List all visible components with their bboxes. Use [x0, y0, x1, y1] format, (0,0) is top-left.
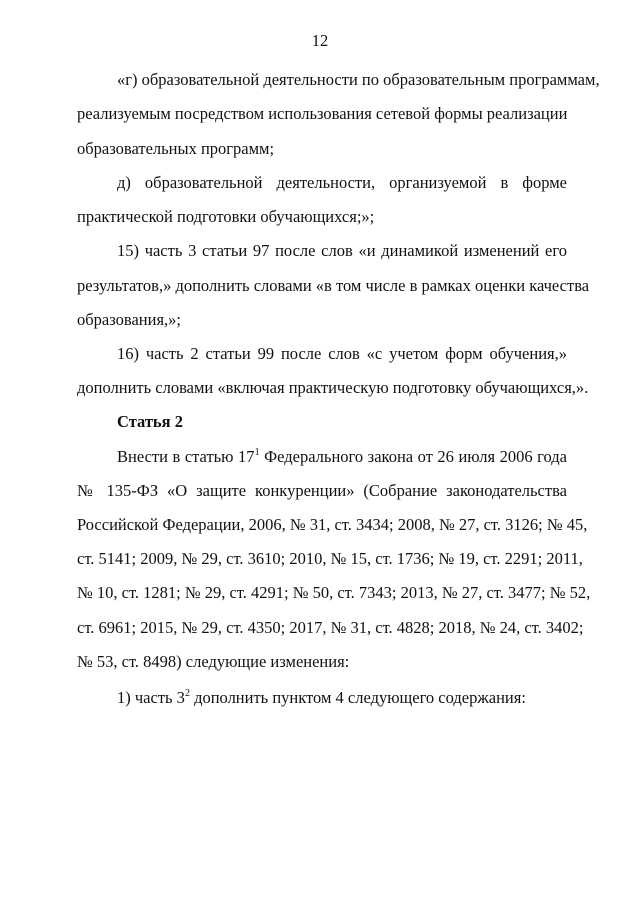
article-2-line-2: № 135-ФЗ «О защите конкуренции» (Собрание законодательства — [77, 481, 567, 500]
change-1-line — [117, 688, 567, 708]
article-2-line-3: Российской Федерации, 2006, № 31, ст. 3434; 2008, № 27, ст. 3126; № 45, — [77, 515, 588, 534]
article-number-superscript: 1 — [254, 447, 260, 458]
article-2-line-4: ст. 5141; 2009, № 29, ст. 3610; 2010, № 15, ст. 1736; № 19, ст. 2291; 2011, — [77, 549, 583, 568]
page-number: 12 — [311, 31, 329, 50]
part-number-superscript: 2 — [184, 688, 190, 699]
article-2-line-1-text: Внести в статью 17 — [117, 447, 255, 466]
article-2-heading: Статья 2 — [117, 412, 183, 431]
item-15-line-1: 15) часть 3 статьи 97 после слов «и динамикой изменений его — [117, 241, 567, 260]
change-1-rest: дополнить пунктом 4 следующего содержания: — [189, 688, 526, 707]
clause-g-line-1: «г) образовательной деятельности по образовательным программам, — [117, 70, 600, 89]
clause-d-line-2: практической подготовки обучающихся;»; — [77, 207, 375, 226]
article-2-line-6: ст. 6961; 2015, № 29, ст. 4350; 2017, № 31, ст. 4828; 2018, № 24, ст. 3402; — [77, 618, 584, 637]
clause-d-line-1: д) образовательной деятельности, организуемой в форме — [117, 173, 567, 192]
item-15-line-3: образования,»; — [77, 310, 181, 329]
article-2-line-1-rest: Федерального закона от 26 июля 2006 года — [259, 447, 567, 466]
item-16-line-1: 16) часть 2 статьи 99 после слов «с учетом форм обучения,» — [117, 344, 567, 363]
item-15-line-2: результатов,» дополнить словами «в том числе в рамках оценки качества — [77, 276, 590, 295]
item-16-line-2: дополнить словами «включая практическую подготовку обучающихся,». — [77, 378, 589, 397]
article-2-line-1 — [117, 447, 567, 467]
article-2-line-7: № 53, ст. 8498) следующие изменения: — [77, 652, 350, 671]
clause-g-line-3: образовательных программ; — [77, 139, 275, 158]
article-2-line-5: № 10, ст. 1281; № 29, ст. 4291; № 50, ст. 7343; 2013, № 27, ст. 3477; № 52, — [77, 583, 591, 602]
clause-g-line-2: реализуемым посредством использования сетевой формы реализации — [77, 104, 568, 123]
change-1-text: 1) часть 3 — [117, 688, 185, 707]
